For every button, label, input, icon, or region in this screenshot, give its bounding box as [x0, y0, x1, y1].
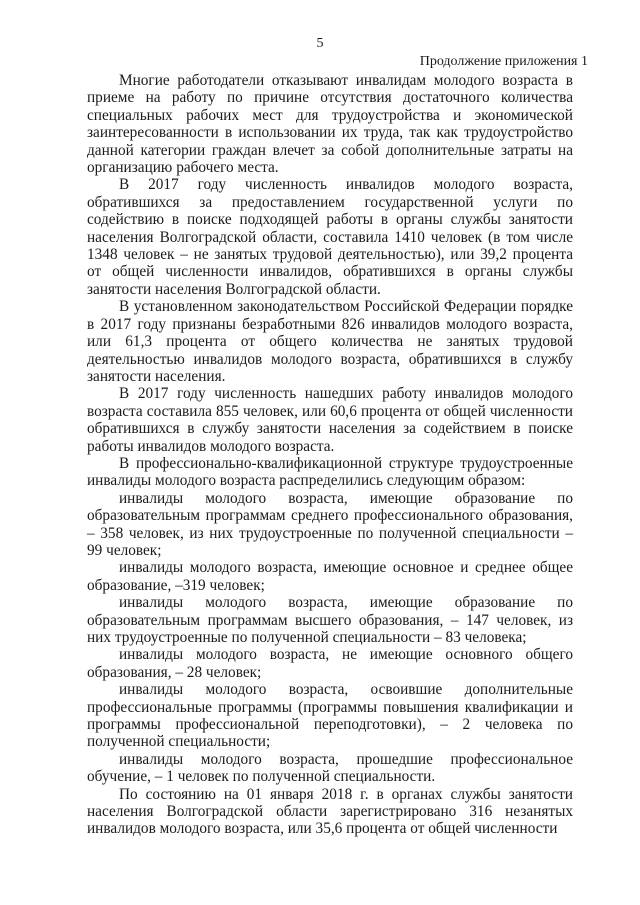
- list-item: инвалиды молодого возраста, не имеющие основного общего образования, – 28 человек;: [87, 646, 573, 681]
- list-item: инвалиды молодого возраста, имеющие основное и среднее общее образование, –319 человек;: [87, 559, 573, 594]
- paragraph: В профессионально-квалификационной структуре трудоустроенные инвалиды молодого возраста распределились следующим образом:: [87, 454, 573, 490]
- paragraph: В 2017 году численность нашедших работу инвалидов молодого возраста составила 855 человек, или 60,6 процента от общей численности обратившихся в службу занятости населения за содействием в поиске работы инвалидов молодого возраста.: [87, 385, 573, 455]
- list-item: инвалиды молодого возраста, освоившие дополнительные профессиональные программы (программы повышения квалификации и программы профессиональной переподготовки), – 2 человека по полученной специальности;: [87, 681, 573, 751]
- list-item: инвалиды молодого возраста, прошедшие профессиональное обучение, – 1 человек по полученной специальности.: [87, 750, 573, 786]
- document-body: [87, 72, 573, 838]
- list-item: инвалиды молодого возраста, имеющие образование по образовательным программам высшего образования, – 147 человек, из них трудоустроенные по полученной специальности – 83 человека;: [87, 594, 573, 646]
- paragraph: По состоянию на 01 января 2018 г. в органах службы занятости населения Волгоградской области зарегистрировано 316 незанятых инвалидов молодого возраста, или 35,6 процента от общей численности: [87, 785, 573, 838]
- list-item: инвалиды молодого возраста, имеющие образование по образовательным программам среднего профессионального образования, – 358 человек, из них трудоустроенные по полученной специальности – 99 человек;: [87, 489, 573, 559]
- paragraph: Многие работодатели отказывают инвалидам молодого возраста в приеме на работу по причине отсутствия достаточного количества специальных рабочих мест для трудоустройства и экономической заинтересованности в использовании их труда, так как трудоустройство данной категории граждан влечет за собой дополнительные затраты на организацию рабочего места.: [87, 72, 573, 177]
- paragraph: В установленном законодательством Российской Федерации порядке в 2017 году признаны безработными 826 инвалидов молодого возраста, или 61,3 процента от общего количества не занятых трудовой деятельностью инвалидов молодого возраста, обратившихся в службу занятости населения.: [87, 298, 573, 385]
- paragraph: В 2017 году численность инвалидов молодого возраста, обратившихся за предоставлением государственной услуги по содействию в поиске подходящей работы в органы службы занятости населения Волгоградской области, составила 1410 человек (в том числе 1348 человек – не занятых трудовой деятельностью), или 39,2 процента от общей численности инвалидов, обратившихся в органы службы занятости населения Волгоградской области.: [87, 176, 573, 298]
- continuation-label: Продолжение приложения 1: [419, 54, 588, 69]
- page-number: 5: [316, 36, 324, 51]
